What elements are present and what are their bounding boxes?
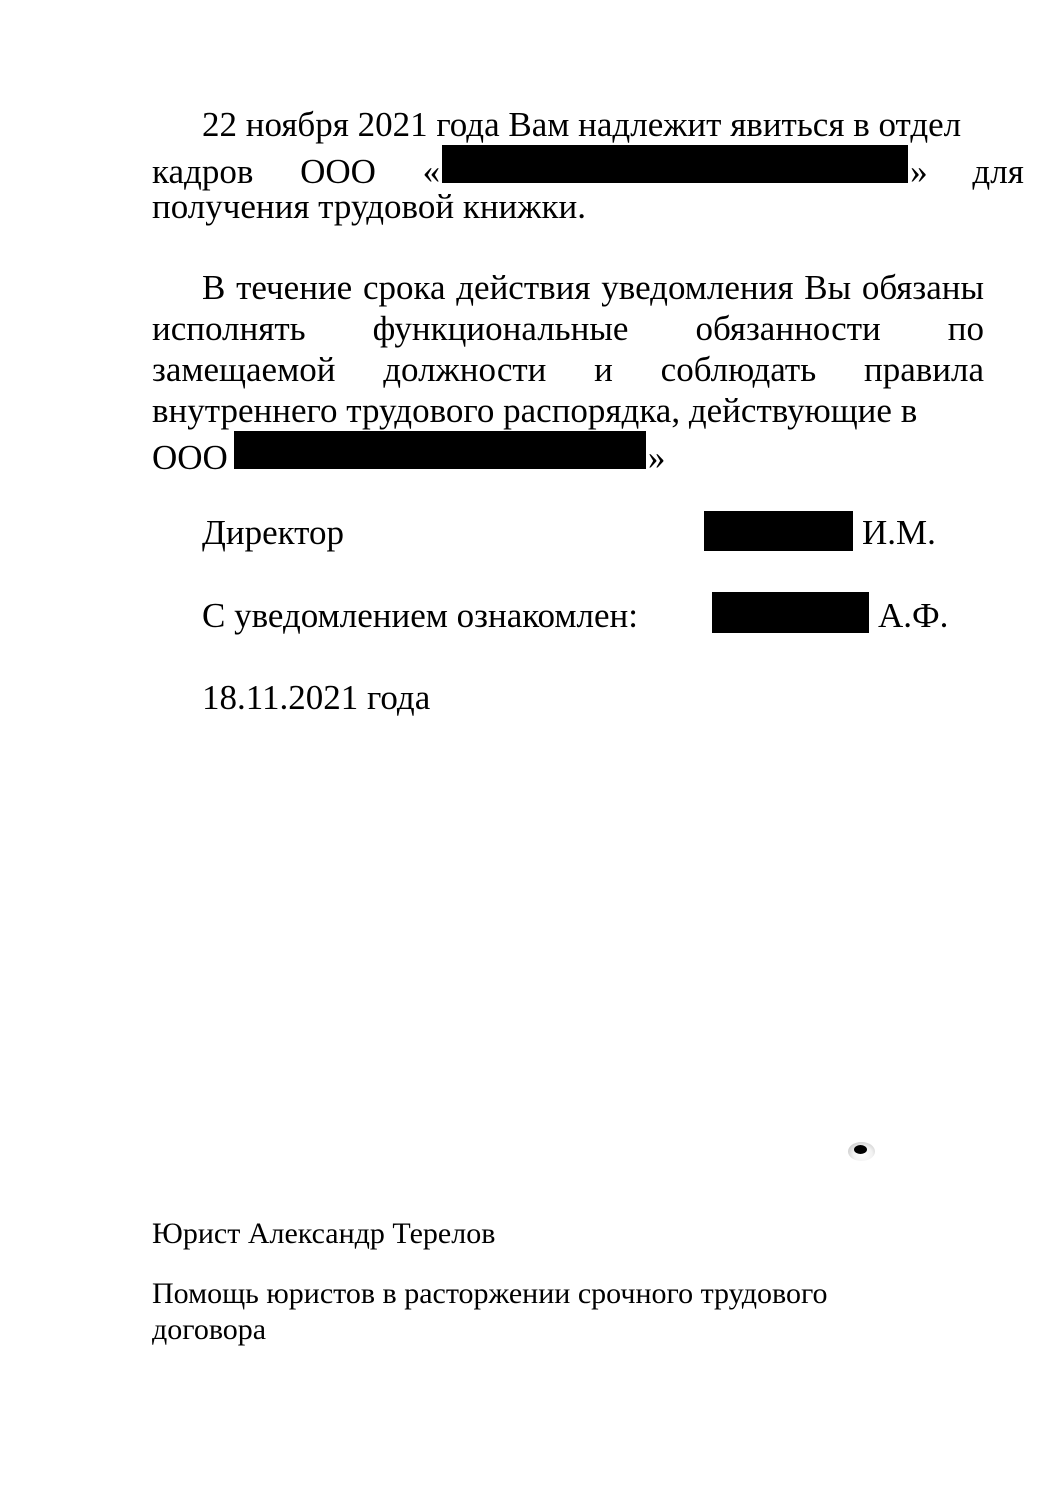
director-label: Директор (202, 513, 345, 552)
footer-description: Помощь юристов в расторжении срочного трудового договора (152, 1277, 828, 1346)
acknowledged-initials: А.Ф. (878, 596, 949, 635)
watermark-dot-center-icon (854, 1145, 867, 1154)
redacted-organization-name (442, 145, 908, 183)
footer-author: Юрист Александр Терелов (152, 1217, 496, 1250)
paragraph1-line1: 22 ноября 2021 года Вам надлежит явиться в отдел (202, 105, 962, 144)
redacted-organization-name-2 (234, 431, 646, 469)
org-prefix-2: ООО (152, 438, 228, 477)
org-suffix-2: » (647, 438, 666, 477)
notice-date: 18.11.2021 года (202, 678, 431, 717)
paragraph2-last-line (152, 431, 665, 478)
paragraph1-line2 (152, 145, 1024, 192)
redacted-director-surname (704, 511, 853, 551)
org-suffix: » для (910, 152, 1024, 191)
org-prefix: кадров ООО « (152, 152, 441, 191)
director-initials: И.М. (862, 513, 936, 552)
paragraph2-text: В течение срока действия уведомления Вы обязаны исполнять функциональные обязанности по замещаемой должности и соблюдать правила внутреннего трудового распорядка, действующие в (152, 268, 984, 430)
acknowledged-label: С уведомлением ознакомлен: (202, 596, 638, 635)
redacted-employee-surname (712, 592, 869, 633)
paragraph1-line3: получения трудовой книжки. (152, 187, 586, 226)
